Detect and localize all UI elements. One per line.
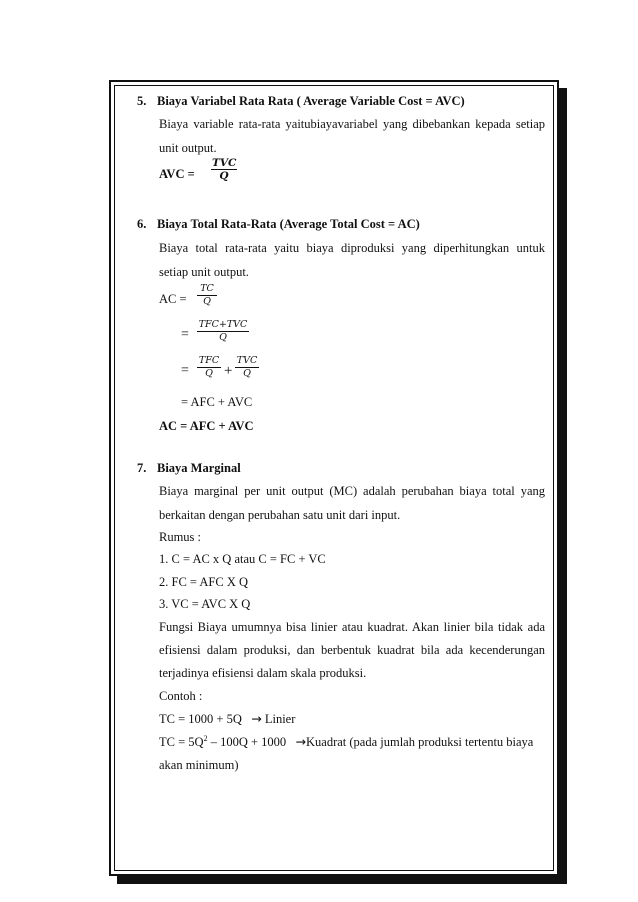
tfc-over-q-fraction bbox=[197, 355, 221, 380]
section7-para2-line1: Fungsi Biaya umumnya bisa linier atau kuadrat. Akan linier bila tidak ada bbox=[159, 620, 545, 634]
section7-heading: Biaya Marginal bbox=[157, 461, 241, 475]
rumus-item-3: 3. VC = AVC X Q bbox=[159, 597, 251, 611]
ac-formula-label: AC = bbox=[159, 292, 187, 306]
section7-number: 7. bbox=[137, 461, 147, 475]
ac-fraction-tc-q bbox=[197, 283, 217, 308]
section7-para1-line2: berkaitan dengan perubahan satu unit dari input. bbox=[159, 508, 401, 522]
afc-plus-avc-line: = AFC + AVC bbox=[181, 395, 253, 409]
section7-para2-line3: terjadinya efisiensi dalam skala produksi. bbox=[159, 666, 367, 680]
tfc-denominator: Q bbox=[197, 367, 221, 380]
tfc-numerator: TFC bbox=[198, 355, 220, 366]
section5-heading: Biaya Variabel Rata Rata ( Average Variable Cost = AVC) bbox=[157, 94, 465, 108]
section7-para2-line2: efisiensi dalam produksi, dan berbentuk kuadrat bila ada kecenderungan bbox=[159, 643, 545, 657]
example-linier-line bbox=[159, 711, 295, 727]
section7-heading-line bbox=[137, 460, 241, 476]
right-arrow-icon: → bbox=[251, 711, 262, 726]
ac-fraction-denominator: Q bbox=[197, 295, 217, 308]
section6-heading: Biaya Total Rata-Rata (Average Total Cost = AC) bbox=[157, 217, 420, 231]
tvc-numerator: TVC bbox=[236, 355, 258, 366]
ac-fraction-numerator: TC bbox=[200, 283, 214, 294]
contoh-label: Contoh : bbox=[159, 689, 203, 703]
ac-fraction-tfc-plus-tvc bbox=[197, 319, 249, 344]
equals-sign-2: = bbox=[181, 363, 189, 378]
avc-numerator: TVC bbox=[212, 157, 237, 169]
section6-para-line2: setiap unit output. bbox=[159, 265, 249, 279]
section6-para-line1: Biaya total rata-rata yaitu biaya diproduksi yang diperhitungkan untuk bbox=[159, 241, 545, 255]
rumus-item-1: 1. C = AC x Q atau C = FC + VC bbox=[159, 552, 326, 566]
rumus-item-2: 2. FC = AFC X Q bbox=[159, 575, 249, 589]
example-kuadrat-equation-pre: TC = 5Q bbox=[159, 735, 204, 749]
section6-heading-line bbox=[137, 216, 420, 232]
avc-denominator: Q bbox=[211, 169, 237, 182]
section5-heading-line bbox=[137, 93, 465, 109]
section5-number: 5. bbox=[137, 94, 147, 108]
avc-fraction bbox=[211, 157, 237, 182]
equals-sign-1: = bbox=[181, 327, 189, 342]
example-kuadrat-exponent: 2 bbox=[203, 733, 208, 743]
example-linier-label: Linier bbox=[264, 712, 296, 726]
example-kuadrat-line bbox=[159, 734, 545, 750]
right-arrow-icon-2: → bbox=[295, 734, 306, 749]
example-kuadrat-equation-post: – 100Q + 1000 bbox=[207, 735, 287, 749]
rumus-label: Rumus : bbox=[159, 530, 202, 544]
avc-formula-label: AVC = bbox=[159, 167, 195, 181]
ac-result-line: AC = AFC + AVC bbox=[159, 419, 254, 433]
tvc-denominator: Q bbox=[235, 367, 259, 380]
tfc-plus-tvc-denominator: Q bbox=[197, 331, 249, 344]
tvc-over-q-fraction bbox=[235, 355, 259, 380]
section6-number: 6. bbox=[137, 217, 147, 231]
example-kuadrat-label: Kuadrat (pada jumlah produksi tertentu biaya bbox=[306, 735, 534, 749]
example-linier-equation: TC = 1000 + 5Q bbox=[159, 712, 242, 726]
section7-para1-line1: Biaya marginal per unit output (MC) adalah perubahan biaya total yang bbox=[159, 484, 545, 498]
example-kuadrat-line2: akan minimum) bbox=[159, 758, 239, 772]
plus-sign: + bbox=[224, 363, 233, 379]
tfc-plus-tvc-numerator: TFC+TVC bbox=[198, 319, 248, 330]
section5-para-line2: unit output. bbox=[159, 141, 217, 155]
section5-para-line1: Biaya variable rata-rata yaitubiayavariabel yang dibebankan kepada setiap bbox=[159, 117, 545, 131]
